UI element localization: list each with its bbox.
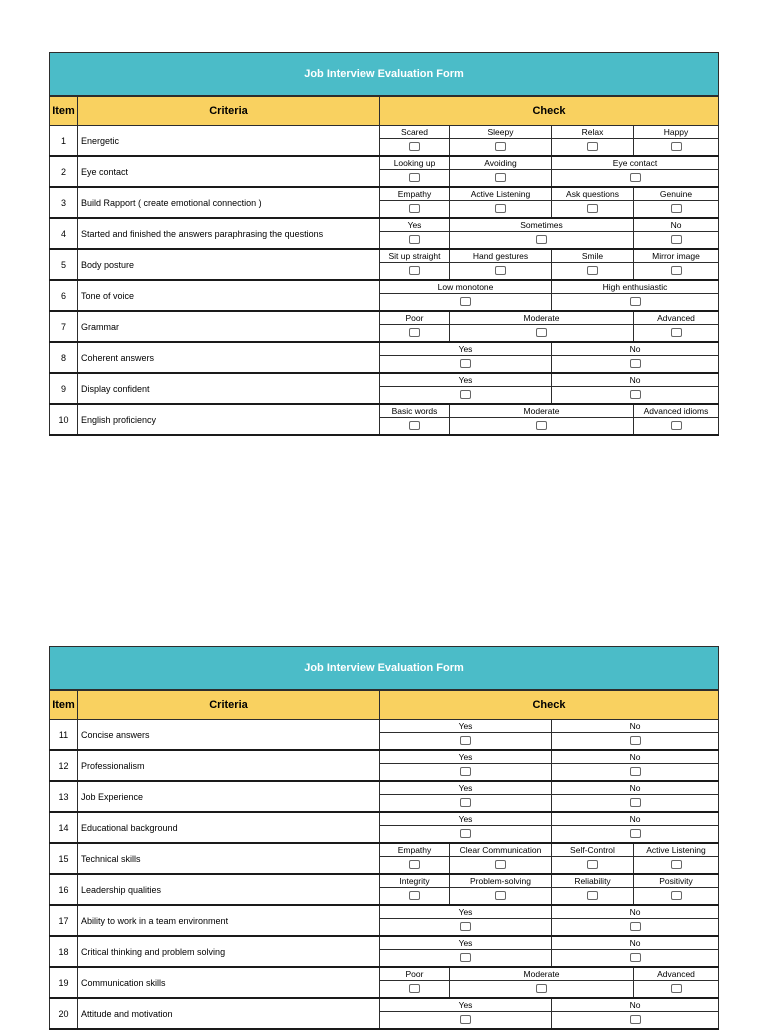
checkbox[interactable] [460,798,471,807]
option-label: Reliability [552,875,633,888]
header-item: Item [50,691,78,720]
checkbox[interactable] [671,204,682,213]
option-label: Yes [380,219,449,232]
option-label: Yes [380,813,551,826]
check-option [380,844,450,873]
option-label: Low monotone [380,281,551,294]
option-label: Sit up straight [380,250,449,263]
option-label: Yes [380,343,551,356]
checkbox[interactable] [630,798,641,807]
table-row [50,750,719,781]
check-options [380,750,719,781]
checkbox[interactable] [495,173,506,182]
item-number: 13 [50,781,78,812]
item-number: 12 [50,750,78,781]
criteria-label: Energetic [78,126,380,157]
check-option [380,720,552,749]
check-option [450,219,634,248]
table-row [50,967,719,998]
header-check: Check [380,97,719,126]
table-row [50,998,719,1029]
check-options [380,373,719,404]
check-options [380,404,719,435]
option-label: Active Listening [450,188,551,201]
checkbox[interactable] [460,736,471,745]
table-row [50,812,719,843]
check-option [450,250,552,279]
checkbox[interactable] [460,297,471,306]
option-label: Clear Communication [450,844,551,857]
option-label: No [552,999,718,1012]
check-option [634,968,718,997]
check-option [380,126,450,155]
option-label: Empathy [380,844,449,857]
option-label: Poor [380,312,449,325]
item-number: 16 [50,874,78,905]
check-option [450,968,634,997]
item-number: 3 [50,187,78,218]
checkbox[interactable] [495,266,506,275]
check-options [380,967,719,998]
criteria-label: Technical skills [78,843,380,874]
checkbox[interactable] [409,173,420,182]
checkbox[interactable] [536,328,547,337]
checkbox[interactable] [587,204,598,213]
option-label: Advanced [634,312,718,325]
table-row [50,781,719,812]
check-option [634,126,718,155]
option-label: Advanced [634,968,718,981]
table-row [50,404,719,435]
option-label: No [552,813,718,826]
checkbox[interactable] [630,359,641,368]
criteria-label: Communication skills [78,967,380,998]
option-label: Yes [380,751,551,764]
checkbox[interactable] [460,953,471,962]
check-option [552,844,634,873]
criteria-label: Job Experience [78,781,380,812]
header-item: Item [50,97,78,126]
table-row [50,249,719,280]
check-option [380,751,552,780]
check-options [380,249,719,280]
checkbox[interactable] [409,266,420,275]
check-option [634,844,718,873]
check-option [380,343,552,372]
table-row [50,720,719,751]
check-option [380,188,450,217]
table-row [50,905,719,936]
checkbox[interactable] [671,235,682,244]
checkbox[interactable] [460,390,471,399]
item-number: 19 [50,967,78,998]
check-option [450,875,552,904]
criteria-label: Build Rapport ( create emotional connection ) [78,187,380,218]
option-label: Yes [380,999,551,1012]
checkbox[interactable] [409,860,420,869]
option-label: Self-Control [552,844,633,857]
item-number: 1 [50,126,78,157]
checkbox[interactable] [630,390,641,399]
option-label: Hand gestures [450,250,551,263]
checkbox[interactable] [630,297,641,306]
table-row [50,156,719,187]
evaluation-table [49,96,719,436]
checkbox[interactable] [630,953,641,962]
evaluation-form-2 [49,646,719,1030]
checkbox[interactable] [671,860,682,869]
criteria-label: Educational background [78,812,380,843]
checkbox[interactable] [587,266,598,275]
checkbox[interactable] [630,1015,641,1024]
check-options [380,905,719,936]
check-option [450,405,634,434]
check-options [380,936,719,967]
item-number: 10 [50,404,78,435]
check-options [380,781,719,812]
checkbox[interactable] [409,328,420,337]
check-option [552,813,718,842]
checkbox[interactable] [587,891,598,900]
option-label: Integrity [380,875,449,888]
option-label: Positivity [634,875,718,888]
checkbox[interactable] [536,984,547,993]
checkbox[interactable] [409,891,420,900]
item-number: 5 [50,249,78,280]
check-option [552,937,718,966]
criteria-label: Started and finished the answers paraphrasing the questions [78,218,380,249]
checkbox[interactable] [630,736,641,745]
checkbox[interactable] [460,922,471,931]
form-title: Job Interview Evaluation Form [49,646,719,690]
option-label: No [552,720,718,733]
option-label: Ask questions [552,188,633,201]
criteria-label: Ability to work in a team environment [78,905,380,936]
checkbox[interactable] [671,421,682,430]
criteria-label: English proficiency [78,404,380,435]
item-number: 8 [50,342,78,373]
check-option [634,219,718,248]
check-options [380,218,719,249]
checkbox[interactable] [495,142,506,151]
check-option [552,343,718,372]
checkbox[interactable] [409,235,420,244]
check-option [634,405,718,434]
option-label: Relax [552,126,633,139]
option-label: Empathy [380,188,449,201]
checkbox[interactable] [671,142,682,151]
header-criteria: Criteria [78,97,380,126]
option-label: Yes [380,937,551,950]
checkbox[interactable] [671,266,682,275]
check-options [380,342,719,373]
option-label: Active Listening [634,844,718,857]
option-label: Moderate [450,405,633,418]
table-row [50,342,719,373]
item-number: 7 [50,311,78,342]
check-option [380,219,450,248]
option-label: Mirror image [634,250,718,263]
option-label: Eye contact [552,157,718,170]
option-label: Poor [380,968,449,981]
check-option [552,751,718,780]
check-option [552,720,718,749]
option-label: High enthusiastic [552,281,718,294]
check-option [380,281,552,310]
check-option [552,157,718,186]
checkbox[interactable] [630,767,641,776]
checkbox[interactable] [460,767,471,776]
checkbox[interactable] [409,421,420,430]
checkbox[interactable] [630,922,641,931]
checkbox[interactable] [409,984,420,993]
checkbox[interactable] [630,829,641,838]
checkbox[interactable] [460,359,471,368]
check-options [380,280,719,311]
table-row [50,936,719,967]
check-option [380,157,450,186]
checkbox[interactable] [587,142,598,151]
check-options [380,187,719,218]
criteria-label: Coherent answers [78,342,380,373]
criteria-label: Professionalism [78,750,380,781]
check-option [380,782,552,811]
table-row [50,280,719,311]
checkbox[interactable] [536,421,547,430]
option-label: No [552,343,718,356]
check-option [380,374,552,403]
check-option [634,250,718,279]
checkbox[interactable] [587,860,598,869]
item-number: 11 [50,720,78,751]
check-option [552,250,634,279]
criteria-label: Display confident [78,373,380,404]
check-options [380,843,719,874]
criteria-label: Critical thinking and problem solving [78,936,380,967]
item-number: 6 [50,280,78,311]
check-option [552,782,718,811]
check-options [380,126,719,157]
check-option [450,188,552,217]
check-option [450,126,552,155]
check-option [450,157,552,186]
check-option [552,126,634,155]
check-option [552,188,634,217]
checkbox[interactable] [671,891,682,900]
check-options [380,874,719,905]
option-label: Avoiding [450,157,551,170]
option-label: Looking up [380,157,449,170]
checkbox[interactable] [460,1015,471,1024]
check-option [552,281,718,310]
evaluation-form-1 [49,52,719,436]
option-label: No [552,937,718,950]
check-options [380,311,719,342]
check-option [380,875,450,904]
option-label: Scared [380,126,449,139]
option-label: Genuine [634,188,718,201]
checkbox[interactable] [671,328,682,337]
check-option [380,968,450,997]
option-label: Moderate [450,312,633,325]
option-label: Sometimes [450,219,633,232]
check-option [380,813,552,842]
check-option [552,906,718,935]
check-option [450,844,552,873]
check-options [380,156,719,187]
check-option [552,875,634,904]
table-row [50,874,719,905]
check-option [380,312,450,341]
criteria-label: Grammar [78,311,380,342]
item-number: 9 [50,373,78,404]
table-row [50,187,719,218]
check-option [380,250,450,279]
item-number: 2 [50,156,78,187]
option-label: No [552,751,718,764]
criteria-label: Tone of voice [78,280,380,311]
check-option [450,312,634,341]
table-row [50,311,719,342]
checkbox[interactable] [495,891,506,900]
checkbox[interactable] [536,235,547,244]
check-option [380,405,450,434]
checkbox[interactable] [460,829,471,838]
checkbox[interactable] [495,204,506,213]
check-options [380,720,719,751]
check-option [552,374,718,403]
criteria-label: Attitude and motivation [78,998,380,1029]
item-number: 14 [50,812,78,843]
item-number: 4 [50,218,78,249]
item-number: 20 [50,998,78,1029]
item-number: 15 [50,843,78,874]
table-row [50,843,719,874]
checkbox[interactable] [671,984,682,993]
checkbox[interactable] [495,860,506,869]
option-label: No [634,219,718,232]
table-row [50,218,719,249]
check-options [380,812,719,843]
criteria-label: Eye contact [78,156,380,187]
criteria-label: Leadership qualities [78,874,380,905]
criteria-label: Concise answers [78,720,380,751]
option-label: Basic words [380,405,449,418]
checkbox[interactable] [630,173,641,182]
form-title: Job Interview Evaluation Form [49,52,719,96]
option-label: Yes [380,906,551,919]
option-label: No [552,906,718,919]
check-option [380,937,552,966]
item-number: 17 [50,905,78,936]
checkbox[interactable] [409,142,420,151]
check-option [634,312,718,341]
option-label: Yes [380,720,551,733]
check-option [634,188,718,217]
check-option [380,906,552,935]
criteria-label: Body posture [78,249,380,280]
option-label: No [552,374,718,387]
option-label: Sleepy [450,126,551,139]
header-criteria: Criteria [78,691,380,720]
option-label: Advanced idioms [634,405,718,418]
option-label: Happy [634,126,718,139]
option-label: Moderate [450,968,633,981]
table-row [50,373,719,404]
option-label: No [552,782,718,795]
header-check: Check [380,691,719,720]
check-option [634,875,718,904]
option-label: Yes [380,782,551,795]
option-label: Problem-solving [450,875,551,888]
evaluation-table [49,690,719,1030]
checkbox[interactable] [409,204,420,213]
item-number: 18 [50,936,78,967]
option-label: Smile [552,250,633,263]
table-row [50,126,719,157]
option-label: Yes [380,374,551,387]
check-options [380,998,719,1029]
